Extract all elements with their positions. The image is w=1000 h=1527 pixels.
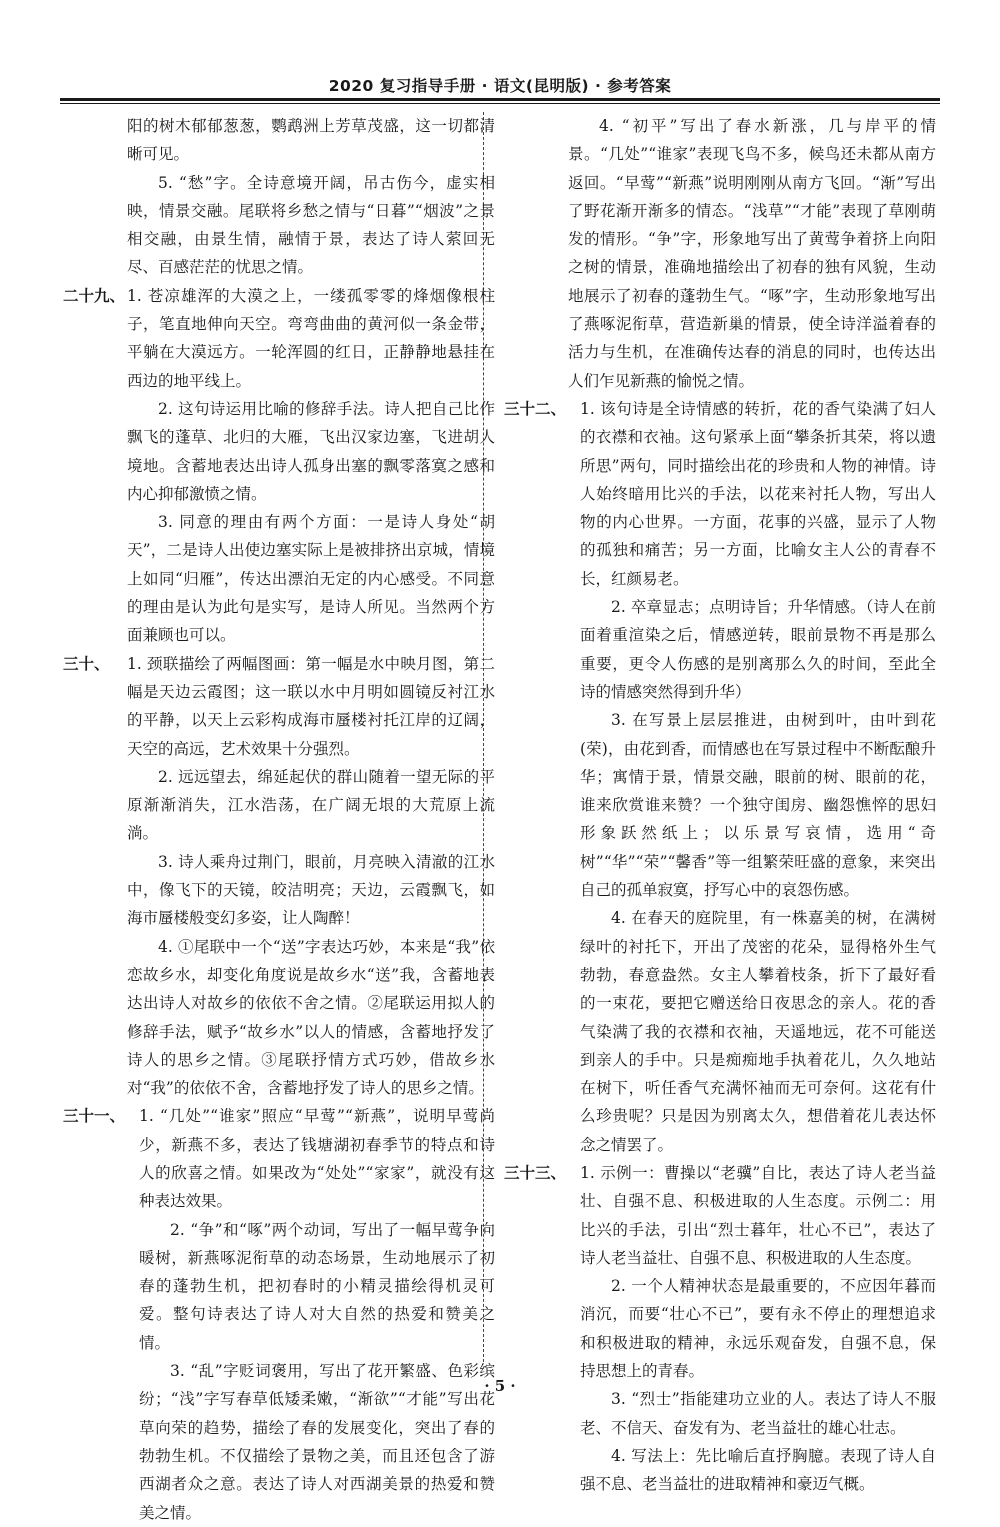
answer-paragraph: 3. 在写景上层层推进，由树到叶，由叶到花(荣)，由花到香，而情感也在写景过程中不断酝酿升华；寓情于景，情景交融，眼前的树、眼前的花，谁来欣赏谁来赞？一个独守闺房、幽怨憔悴的思妇形象跃然纸上；以乐景写哀情，选用“奇树”“华”“荣”“馨香”等一组繁荣旺盛的意象，来突出自己的孤单寂寞，抒写心中的哀怨伤感。: [580, 711, 936, 900]
answer-paragraph: 4. ①尾联中一个“送”字表达巧妙，本来是“我”依恋故乡水，却变化角度说是故乡水“送”我，含蓄地表达出诗人对故乡的依依不舍之情。②尾联运用拟人的修辞手法，赋予“故乡水”以人的情感，含蓄地抒发了诗人的思乡之情。③尾联抒情方式巧妙，借故乡水对“我”的依依不舍，含蓄地抒发了诗人的思乡之情。: [127, 937, 495, 1098]
right-column: [504, 112, 936, 1499]
section-30: [63, 650, 495, 1103]
section-label: 二十九、: [63, 285, 126, 305]
page-header: 2020 复习指导手册 · 语文(昆明版) · 参考答案: [328, 77, 672, 95]
answer-paragraph: 2. 卒章显志；点明诗旨；升华情感。（诗人在前面着重渲染之后，情感逆转，眼前景物不再是那么重要，更令人伤感的是别离那么久的时间，至此全诗的情感突然得到升华）: [580, 598, 936, 701]
section-31: [63, 1102, 495, 1526]
answer-paragraph: 3. “烈士”指能建功立业的人。表达了诗人不服老、不信天、奋发有为、老当益壮的雄心壮志。: [580, 1390, 936, 1437]
answer-paragraph: 1. 苍凉雄浑的大漠之上，一缕孤零零的烽烟像根柱子，笔直地伸向天空。弯弯曲曲的黄河似一条金带，平躺在大漠远方。一轮浑圆的红日，正静静地悬挂在西边的地平线上。: [127, 286, 495, 390]
answer-paragraph: 3. 同意的理由有两个方面：一是诗人身处“胡天”，二是诗人出使边塞实际上是被排挤出京城，情境上如同“归雁”，传达出漂泊无定的内心感受。不同意的理由是认为此句是实写，是诗人所见。当然两个方面兼顾也可以。: [127, 513, 495, 645]
answer-paragraph: 2. 一个人精神状态是最重要的，不应因年暮而消沉，而要“壮心不已”，要有永不停止的理想追求和积极进取的精神，永远乐观奋发，自强不息，保持思想上的青春。: [580, 1277, 936, 1381]
page-number: · 5 ·: [484, 1377, 516, 1395]
section-label: 三十三、: [504, 1162, 567, 1182]
answer-paragraph: 4. “初平”写出了春水新涨，几与岸平的情景。“几处”“谁家”表现飞鸟不多，候鸟还未都从南方返回。“早莺”“新燕”说明刚刚从南方飞回。“渐”写出了野花渐开渐多的情态。“浅草”“才能”表现了草刚萌发的情形。“争”字，形象地写出了黄莺争着挤上向阳之树的情景，准确地描绘出了初春的独有风貌，生动地展示了初春的蓬勃生气。“啄”字，生动形象地写出了燕啄泥衔草，营造新巢的情景，使全诗洋溢着春的活力与生机，在准确传达春的消息的同时，也传达出人们乍见新燕的愉悦之情。: [568, 117, 936, 390]
answer-paragraph: 阳的树木郁郁葱葱，鹦鹉洲上芳草茂盛，这一切都清晰可见。: [127, 117, 495, 164]
section-29: [63, 282, 495, 650]
header-rule-thin: [60, 103, 940, 104]
answer-paragraph: 1. 示例一：曹操以“老骥”自比，表达了诗人老当益壮、自强不息、积极进取的人生态度。示例二：用比兴的手法，引出“烈士暮年，壮心不已”，表达了诗人老当益壮、自强不息、积极进取的人生态度。: [580, 1163, 936, 1267]
answer-paragraph: 4. 在春天的庭院里，有一株嘉美的树，在满树绿叶的衬托下，开出了茂密的花朵，显得格外生气勃勃，春意盎然。女主人攀着枝条，折下了最好看的一束花，要把它赠送给日夜思念的亲人。花的香气染满了我的衣襟和衣袖，天遥地远，花不可能送到亲人的手中。只是痴痴地手执着花儿，久久地站在树下，听任香气充满怀袖而无可奈何。这花有什么珍贵呢？只是因为别离太久，想借着花儿表达怀念之情罢了。: [580, 909, 936, 1154]
answer-paragraph: 5. “愁”字。全诗意境开阔，吊古伤今，虚实相映，情景交融。尾联将乡愁之情与“日暮”“烟波”之景相交融，由景生情，融情于景，表达了诗人萦回无尽、百感茫茫的忧思之情。: [127, 173, 495, 277]
section-label: 三十、: [63, 653, 110, 673]
answer-paragraph: 3. 诗人乘舟过荆门，眼前，月亮映入清澈的江水中，像飞下的天镜，皎洁明亮；天边，云霞飘飞，如海市蜃楼般变幻多姿，让人陶醉！: [127, 852, 495, 928]
left-continuation: [63, 112, 495, 282]
answer-paragraph: 2. 远远望去，绵延起伏的群山随着一望无际的平原渐渐消失，江水浩荡，在广阔无垠的大荒原上流淌。: [127, 767, 495, 843]
header-rule-thick: [60, 98, 940, 101]
answer-paragraph: 1. 该句诗是全诗情感的转折，花的香气染满了妇人的衣襟和衣袖。这句紧承上面“攀条折其荣，将以遗所思”两句，同时描绘出花的珍贵和人物的神情。诗人始终暗用比兴的手法，以花来衬托人物，写出人物的内心世界。一方面，花事的兴盛，显示了人物的孤独和痛苦；另一方面，比喻女主人公的青春不长，红颜易老。: [580, 399, 936, 588]
answer-paragraph: 1. “几处”“谁家”照应“早莺”“新燕”，说明早莺尚少，新燕不多，表达了钱塘湖初春季节的特点和诗人的欣喜之情。如果改为“处处”“家家”，就没有这种表达效果。: [139, 1107, 495, 1211]
answer-paragraph: 4. 写法上：先比喻后直抒胸臆。表现了诗人自强不息、老当益壮的进取精神和豪迈气概。: [580, 1446, 936, 1494]
section-label: 三十二、: [504, 398, 567, 418]
answer-paragraph: 3. “乱”字贬词褒用，写出了花开繁盛、色彩缤纷；“浅”字写春草低矮柔嫩，“渐欲”“才能”写出花草向荣的趋势，描绘了春的发展变化，突出了春的勃勃生机。不仅描绘了景物之美，而且还包含了游西湖者众之意。表达了诗人对西湖美景的热爱和赞美之情。: [139, 1362, 495, 1522]
answer-paragraph: 2. 这句诗运用比喻的修辞手法。诗人把自己比作飘飞的蓬草、北归的大雁，飞出汉家边塞，飞进胡人境地。含蓄地表达出诗人孤身出塞的飘零落寞之感和内心抑郁激愤之情。: [127, 399, 495, 503]
right-continuation: [504, 112, 936, 395]
answer-paragraph: 1. 颈联描绘了两幅图画：第一幅是水中映月图，第二幅是天边云霞图；这一联以水中月明如圆镜反衬江水的平静，以天上云彩构成海市蜃楼衬托江岸的辽阔，天空的高远，艺术效果十分强烈。: [127, 654, 495, 758]
section-label: 三十一、: [63, 1106, 126, 1126]
left-column: [63, 112, 495, 1527]
answer-paragraph: 2. “争”和“啄”两个动词，写出了一幅早莺争向暖树，新燕啄泥衔草的动态场景，生动地展示了初春的蓬勃生机，把初春时的小精灵描绘得机灵可爱。整句诗表达了诗人对大自然的热爱和赞美之情。: [139, 1220, 495, 1352]
section-33: [504, 1159, 936, 1499]
section-32: [504, 395, 936, 1159]
